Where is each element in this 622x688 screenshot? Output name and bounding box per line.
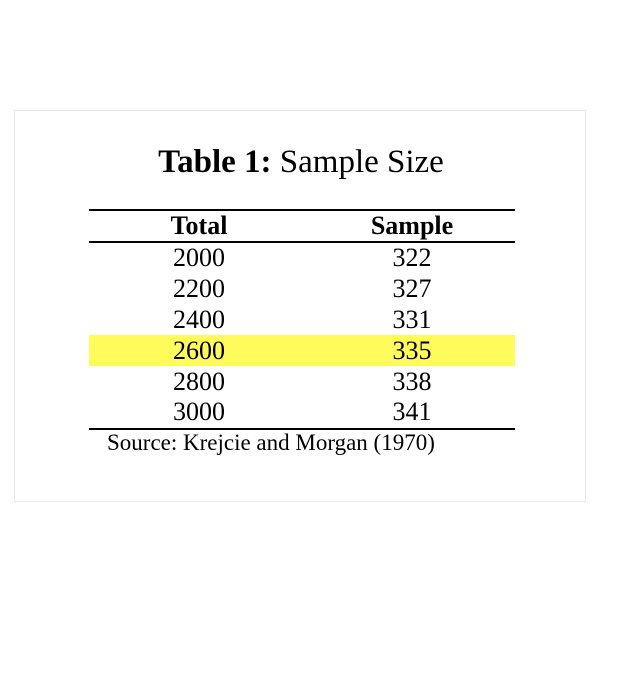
table-title-text: Sample Size	[279, 144, 444, 180]
cell-sample: 335	[309, 335, 515, 366]
table-row	[89, 242, 515, 274]
cell-sample: 331	[392, 304, 432, 334]
cell-total: 2400	[173, 304, 225, 334]
cell-total: 2200	[173, 274, 225, 304]
table-row-highlighted	[89, 335, 515, 366]
cell-total: 2600	[89, 335, 309, 366]
cell-sample: 322	[392, 243, 432, 273]
table-title	[15, 143, 587, 181]
column-header-sample: Sample	[309, 210, 515, 242]
cell-total: 2800	[173, 366, 225, 396]
table-header-row	[89, 210, 515, 242]
sample-size-table-wrap	[89, 209, 515, 430]
cell-sample: 338	[392, 366, 432, 396]
table-source-note: Source: Krejcie and Morgan (1970)	[107, 430, 435, 455]
table-title-label: Table 1:	[158, 144, 272, 180]
cell-total: 2000	[173, 243, 225, 273]
column-header-total: Total	[89, 210, 309, 242]
cell-sample: 341	[309, 397, 515, 429]
sample-size-table	[89, 209, 515, 430]
cell-total: 3000	[89, 397, 309, 429]
table-row	[89, 274, 515, 305]
cell-sample: 327	[392, 274, 432, 304]
table-card	[14, 110, 586, 502]
table-row	[89, 397, 515, 429]
table-row	[89, 366, 515, 397]
table-row	[89, 305, 515, 336]
